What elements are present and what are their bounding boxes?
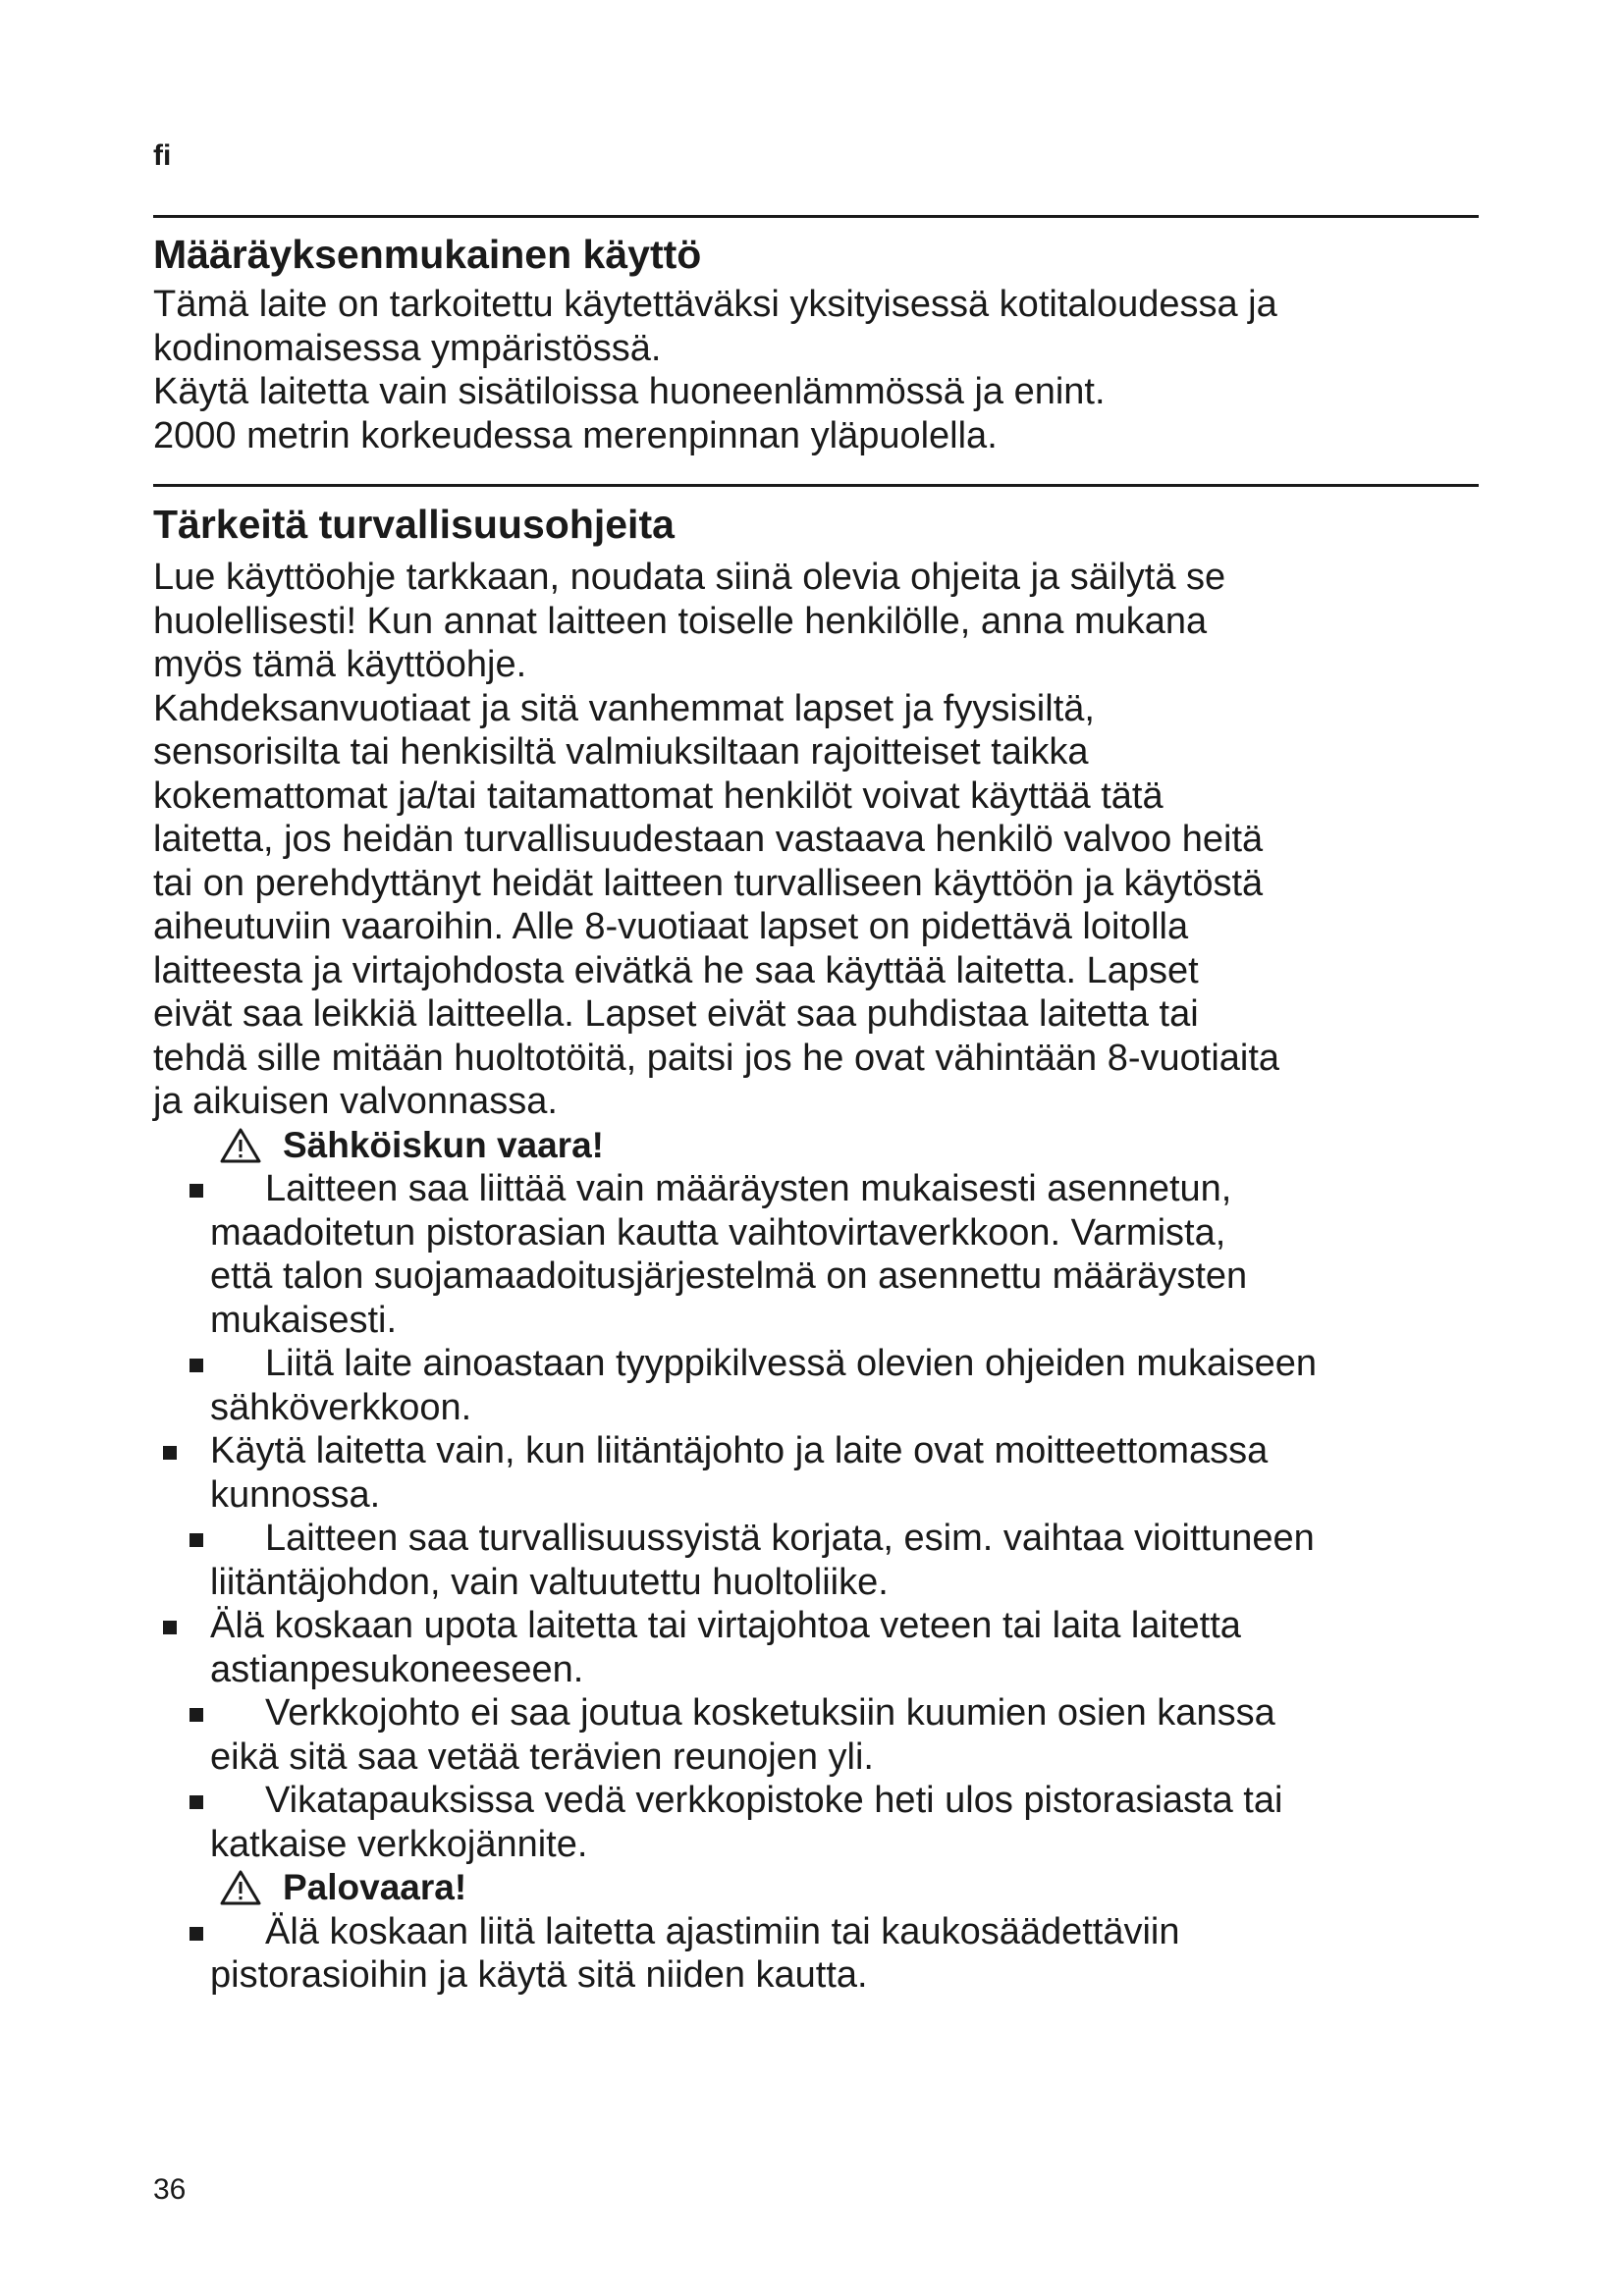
warning-triangle-icon bbox=[220, 1869, 261, 1906]
text-line: Tämä laite on tarkoitettu käytettäväksi yksityisessä kotitaloudessa ja bbox=[153, 284, 1277, 325]
text-line: eikä sitä saa vetää terävien reunojen yli. bbox=[210, 1735, 874, 1778]
text-line: pistorasioihin ja käytä sitä niiden kautta. bbox=[210, 1954, 868, 1996]
warning-triangle-icon bbox=[220, 1127, 261, 1164]
text-line: aiheutuviin vaaroihin. Alle 8-vuotiaat lapset on pidettävä loitolla bbox=[153, 906, 1189, 947]
text-line: laitetta, jos heidän turvallisuudestaan vastaava henkilö valvoo heitä bbox=[153, 819, 1264, 860]
text-line: katkaise verkkojännite. bbox=[210, 1823, 588, 1865]
text-line: Käytä laitetta vain, kun liitäntäjohto ja laite ovat moitteettomassa bbox=[210, 1430, 1269, 1471]
text-line: huolellisesti! Kun annat laitteen toiselle henkilölle, anna mukana bbox=[153, 600, 1208, 642]
text-line: Liitä laite ainoastaan tyyppikilvessä olevien ohjeiden mukaiseen bbox=[265, 1343, 1317, 1384]
text-line: astianpesukoneeseen. bbox=[210, 1648, 584, 1690]
bullet-icon bbox=[189, 1708, 203, 1722]
text-line: Laitteen saa turvallisuussyistä korjata, esim. vaihtaa vioittuneen bbox=[265, 1518, 1315, 1559]
text-line: Verkkojohto ei saa joutua kosketuksiin kuumien osien kanssa bbox=[265, 1692, 1275, 1734]
bullet-icon bbox=[163, 1621, 177, 1634]
text-line: että talon suojamaadoitusjärjestelmä on asennettu määräysten bbox=[210, 1255, 1248, 1297]
list-item bbox=[153, 1691, 1489, 1779]
text-line: 2000 metrin korkeudessa merenpinnan yläpuolella. bbox=[153, 414, 998, 456]
text-line: laitteesta ja virtajohdosta eivätkä he saa käyttää laitetta. Lapset bbox=[153, 949, 1199, 991]
bullet-icon bbox=[189, 1359, 203, 1372]
text-line: Laitteen saa liittää vain määräysten mukaisesti asennetun, bbox=[265, 1168, 1232, 1209]
text-line: sähköverkkoon. bbox=[210, 1386, 472, 1428]
text-line: tehdä sille mitään huoltotöitä, paitsi jos he ovat vähintään 8-vuotiaita bbox=[153, 1037, 1280, 1079]
text-line: maadoitetun pistorasian kautta vaihtovirtaverkkoon. Varmista, bbox=[210, 1211, 1226, 1254]
section-title-safety: Tärkeitä turvallisuusohjeita bbox=[153, 502, 675, 547]
section-title-intended-use: Määräyksenmukainen käyttö bbox=[153, 232, 702, 277]
bullet-icon bbox=[189, 1927, 203, 1941]
warning-fire-title: Palovaara! bbox=[283, 1867, 467, 1907]
bullet-icon bbox=[189, 1795, 203, 1809]
warning-electric-title: Sähköiskun vaara! bbox=[283, 1124, 604, 1165]
list-item bbox=[153, 1429, 1489, 1517]
list-item bbox=[153, 1342, 1489, 1429]
section-body-safety bbox=[153, 556, 1489, 1998]
text-line: Käytä laitetta vain sisätiloissa huoneenlämmössä ja enint. bbox=[153, 371, 1106, 412]
warning-electric-heading bbox=[220, 1124, 1489, 1168]
list-item bbox=[153, 1779, 1489, 1866]
list-item bbox=[153, 1517, 1489, 1604]
divider bbox=[153, 484, 1479, 487]
section-body-intended-use bbox=[153, 283, 1489, 457]
bullet-icon bbox=[189, 1184, 203, 1198]
text-line: Älä koskaan liitä laitetta ajastimiin tai kaukosäädettäviin bbox=[265, 1910, 1180, 1952]
text-line: sensorisilta tai henkisiltä valmiuksiltaan rajoitteiset taikka bbox=[153, 731, 1089, 773]
text-line: kodinomaisessa ympäristössä. bbox=[153, 327, 662, 369]
divider bbox=[153, 215, 1479, 218]
list-item bbox=[153, 1910, 1489, 1998]
text-line: myös tämä käyttöohje. bbox=[153, 644, 527, 685]
page-number: 36 bbox=[153, 2173, 187, 2206]
text-line: liitäntäjohdon, vain valtuutettu huoltoliike. bbox=[210, 1561, 889, 1603]
list-item bbox=[153, 1604, 1489, 1691]
text-line: tai on perehdyttänyt heidät laitteen turvalliseen käyttöön ja käytöstä bbox=[153, 862, 1264, 904]
warning-fire-heading bbox=[220, 1866, 1489, 1910]
language-code: fi bbox=[153, 139, 172, 172]
text-line: ja aikuisen valvonnassa. bbox=[153, 1081, 558, 1122]
text-line: Kahdeksanvuotiaat ja sitä vanhemmat lapset ja fyysisiltä, bbox=[153, 687, 1095, 729]
bullet-icon bbox=[163, 1446, 177, 1460]
text-line: kokemattomat ja/tai taitamattomat henkilöt voivat käyttää tätä bbox=[153, 774, 1164, 817]
bullet-icon bbox=[189, 1533, 203, 1547]
text-line: kunnossa. bbox=[210, 1473, 381, 1516]
text-line: mukaisesti. bbox=[210, 1299, 398, 1341]
text-line: Vikatapauksissa vedä verkkopistoke heti ulos pistorasiasta tai bbox=[265, 1780, 1283, 1821]
text-line: eivät saa leikkiä laitteella. Lapset eivät saa puhdistaa laitetta tai bbox=[153, 993, 1199, 1035]
text-line: Älä koskaan upota laitetta tai virtajohtoa veteen tai laita laitetta bbox=[210, 1605, 1241, 1646]
text-line: Lue käyttöohje tarkkaan, noudata siinä olevia ohjeita ja säilytä se bbox=[153, 557, 1226, 598]
list-item bbox=[153, 1167, 1489, 1342]
